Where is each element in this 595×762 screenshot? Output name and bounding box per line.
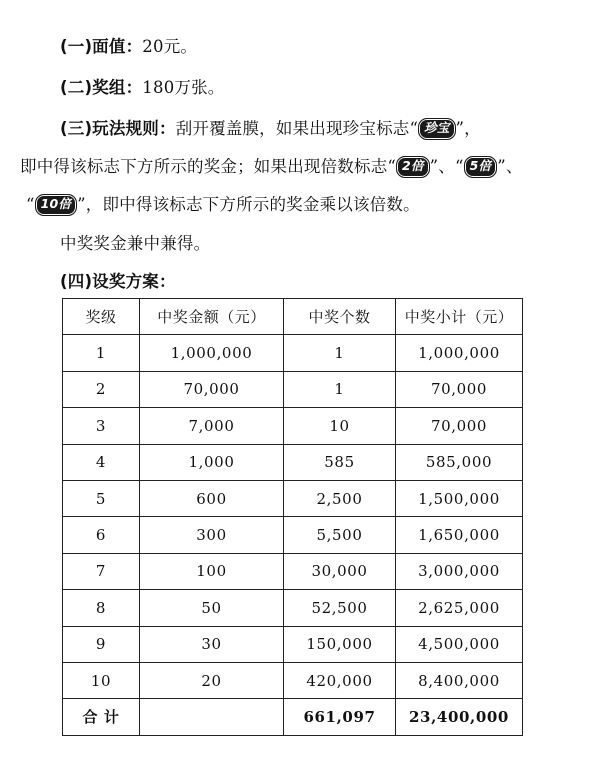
table-row <box>63 662 523 698</box>
table-cell: 2,625,000 <box>396 590 523 626</box>
header-cell: 奖级 <box>63 299 140 335</box>
table-cell: 1,000,000 <box>140 335 284 371</box>
table-cell: 1,000 <box>140 444 284 480</box>
table-cell: 1 <box>63 335 140 371</box>
rules-line-1 <box>60 118 481 140</box>
table-row <box>63 590 523 626</box>
table-cell: 2,500 <box>284 480 396 516</box>
table-cell: 30,000 <box>284 553 396 589</box>
face-value-line <box>60 36 197 58</box>
table-cell: 9 <box>63 626 140 662</box>
table-cell: 585,000 <box>396 444 523 480</box>
table-cell: 1,500,000 <box>396 480 523 516</box>
rules-line-2 <box>20 156 523 178</box>
face-value-text: 20元。 <box>142 37 198 56</box>
rules-text-2-end: ”、 <box>497 157 523 176</box>
scheme-label: (四)设奖方案： <box>60 272 176 291</box>
table-cell: 585 <box>284 444 396 480</box>
table-cell: 70,000 <box>396 408 523 444</box>
total-cell <box>140 699 284 735</box>
table-cell: 6 <box>63 517 140 553</box>
table-row <box>63 408 523 444</box>
table-total-row <box>63 699 523 735</box>
table-cell: 10 <box>63 662 140 698</box>
table-cell: 7 <box>63 553 140 589</box>
total-cell: 合 计 <box>63 699 140 735</box>
table-cell: 420,000 <box>284 662 396 698</box>
table-cell: 5,500 <box>284 517 396 553</box>
rules-text-3-start: “ <box>26 195 35 214</box>
prize-groups-label: (二)奖组： <box>60 78 143 97</box>
table-row <box>63 553 523 589</box>
total-cell: 661,097 <box>284 699 396 735</box>
table-cell: 4 <box>63 444 140 480</box>
table-header-row <box>63 299 523 335</box>
table-cell: 8 <box>63 590 140 626</box>
table-cell: 1 <box>284 371 396 407</box>
table-cell: 8,400,000 <box>396 662 523 698</box>
table-row <box>63 517 523 553</box>
table-cell: 30 <box>140 626 284 662</box>
table-cell: 20 <box>140 662 284 698</box>
table-row <box>63 371 523 407</box>
table-cell: 70,000 <box>140 371 284 407</box>
rules-label: (三)玩法规则： <box>60 119 176 138</box>
header-cell: 中奖金额（元） <box>140 299 284 335</box>
table-cell: 1 <box>284 335 396 371</box>
table-cell: 1,000,000 <box>396 335 523 371</box>
table-cell: 4,500,000 <box>396 626 523 662</box>
rules-text-1: 刮开覆盖膜，如果出现珍宝标志“ <box>175 119 419 138</box>
multiplier-10x-badge-icon: 10倍 <box>35 194 78 216</box>
multiplier-5x-badge-icon: 5倍 <box>464 156 498 178</box>
prize-table <box>62 298 523 736</box>
table-row <box>63 480 523 516</box>
table-row <box>63 335 523 371</box>
rules-line-3 <box>26 194 420 216</box>
table-cell: 600 <box>140 480 284 516</box>
rules-text-3: ”，即中得该标志下方所示的奖金乘以该倍数。 <box>77 195 420 214</box>
table-cell: 300 <box>140 517 284 553</box>
prize-groups-text: 180万张。 <box>142 78 225 97</box>
table-cell: 50 <box>140 590 284 626</box>
table-cell: 70,000 <box>396 371 523 407</box>
prize-groups-line <box>60 77 225 99</box>
table-cell: 5 <box>63 480 140 516</box>
table-cell: 10 <box>284 408 396 444</box>
table-row <box>63 626 523 662</box>
table-cell: 52,500 <box>284 590 396 626</box>
treasure-badge-icon: 珍宝 <box>418 118 455 140</box>
rules-text-1-end: ”， <box>455 119 481 138</box>
header-cell: 中奖个数 <box>284 299 396 335</box>
header-cell: 中奖小计（元） <box>396 299 523 335</box>
table-cell: 3,000,000 <box>396 553 523 589</box>
table-cell: 150,000 <box>284 626 396 662</box>
table-cell: 1,650,000 <box>396 517 523 553</box>
rules-text-2: 即中得该标志下方所示的奖金；如果出现倍数标志“ <box>20 157 397 176</box>
multi-win-line: 中奖奖金兼中兼得。 <box>60 234 211 253</box>
total-cell: 23,400,000 <box>396 699 523 735</box>
multiplier-2x-badge-icon: 2倍 <box>396 156 430 178</box>
table-cell: 100 <box>140 553 284 589</box>
face-value-label: (一)面值： <box>60 37 143 56</box>
rules-sep-1: ”、“ <box>429 157 464 176</box>
table-cell: 3 <box>63 408 140 444</box>
table-cell: 2 <box>63 371 140 407</box>
table-cell: 7,000 <box>140 408 284 444</box>
table-row <box>63 444 523 480</box>
